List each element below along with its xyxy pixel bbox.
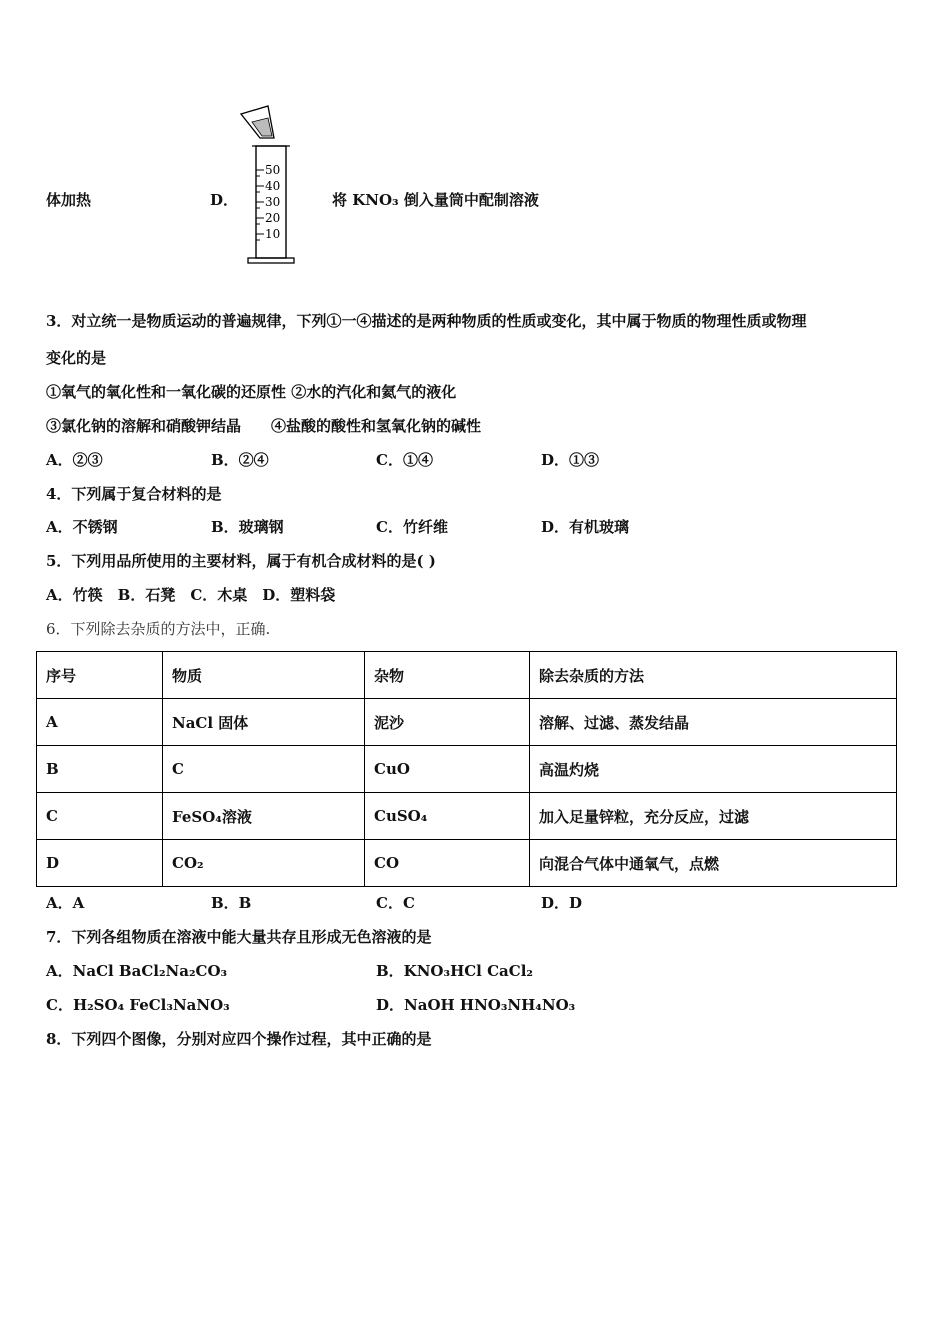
table-cell: CO	[365, 840, 530, 887]
q5-options[interactable]: A．竹筷 B．石凳 C．木桌 D．塑料袋	[46, 586, 336, 604]
table-cell: B	[37, 746, 163, 793]
table-cell: CuSO₄	[365, 793, 530, 840]
q8-stem: 8．下列四个图像，分别对应四个操作过程，其中正确的是	[46, 1030, 432, 1048]
q5-stem: 5．下列用品所使用的主要材料，属于有机合成材料的是( )	[46, 552, 436, 570]
table-cell: 溶解、过滤、蒸发结晶	[530, 699, 897, 746]
q6-stem: 6．下列除去杂质的方法中，正确.	[46, 620, 271, 638]
table-header-cell: 除去杂质的方法	[530, 652, 897, 699]
previous-option-tail: 体加热	[46, 191, 92, 209]
table-cell: CuO	[365, 746, 530, 793]
q4-option-b[interactable]: B．玻璃钢	[211, 518, 284, 536]
table-cell: D	[37, 840, 163, 887]
q7-option-b[interactable]: B．KNO₃HCl CaCl₂	[376, 962, 533, 980]
q3-option-d[interactable]: D．①③	[541, 451, 600, 469]
tick-label: 30	[265, 195, 281, 209]
q7-option-a[interactable]: A．NaCl BaCl₂Na₂CO₃	[46, 962, 228, 980]
option-d-label: D．	[210, 191, 239, 209]
pouring-beaker-icon	[241, 106, 274, 138]
q6-option-c[interactable]: C．C	[376, 894, 415, 912]
q4-option-c[interactable]: C．竹纤维	[376, 518, 448, 536]
tick-label: 10	[265, 227, 281, 241]
table-row	[37, 840, 897, 887]
tick-label: 40	[265, 179, 281, 193]
q3-option-b[interactable]: B．②④	[211, 451, 269, 469]
q3-stem-line2: 变化的是	[46, 349, 107, 367]
table-header-row	[37, 652, 897, 699]
q6-option-d[interactable]: D．D	[541, 894, 583, 912]
q7-stem: 7．下列各组物质在溶液中能大量共存且形成无色溶液的是	[46, 928, 432, 946]
q6-option-a[interactable]: A．A	[46, 894, 85, 912]
q6-option-b[interactable]: B．B	[211, 894, 252, 912]
q3-item-line1: ①氧气的氧化性和一氧化碳的还原性 ②水的汽化和氦气的液化	[46, 383, 457, 401]
table-row	[37, 793, 897, 840]
table-cell: C	[37, 793, 163, 840]
table-cell: CO₂	[163, 840, 365, 887]
graduated-cylinder-illustration	[238, 104, 308, 266]
table-cell: 泥沙	[365, 699, 530, 746]
table-cell: C	[163, 746, 365, 793]
q3-option-a[interactable]: A．②③	[46, 451, 103, 469]
tick-label: 50	[265, 163, 281, 177]
table-cell: FeSO₄溶液	[163, 793, 365, 840]
q3-item-line2: ③氯化钠的溶解和硝酸钾结晶 ④盐酸的酸性和氢氧化钠的碱性	[46, 417, 482, 435]
table-cell: 加入足量锌粒，充分反应，过滤	[530, 793, 897, 840]
q4-option-d[interactable]: D．有机玻璃	[541, 518, 630, 536]
q3-stem-line1: 3．对立统一是物质运动的普遍规律，下列①一④描述的是两种物质的性质或变化，其中属于物质的物理性质或物理	[46, 312, 807, 330]
option-d-caption: 将 KNO₃ 倒入量筒中配制溶液	[332, 191, 539, 209]
table-cell: 高温灼烧	[530, 746, 897, 793]
table-header-cell: 序号	[37, 652, 163, 699]
q7-option-c[interactable]: C．H₂SO₄ FeCl₃NaNO₃	[46, 996, 230, 1014]
table-cell: NaCl 固体	[163, 699, 365, 746]
q4-option-a[interactable]: A．不锈钢	[46, 518, 118, 536]
table-row	[37, 746, 897, 793]
q7-option-d[interactable]: D．NaOH HNO₃NH₄NO₃	[376, 996, 576, 1014]
q4-stem: 4．下列属于复合材料的是	[46, 485, 222, 503]
table-cell: 向混合气体中通氧气，点燃	[530, 840, 897, 887]
table-row	[37, 699, 897, 746]
table-cell: A	[37, 699, 163, 746]
table-header-cell: 物质	[163, 652, 365, 699]
q3-option-c[interactable]: C．①④	[376, 451, 433, 469]
table-header-cell: 杂物	[365, 652, 530, 699]
tick-label: 20	[265, 211, 281, 225]
impurity-removal-table	[36, 651, 897, 887]
